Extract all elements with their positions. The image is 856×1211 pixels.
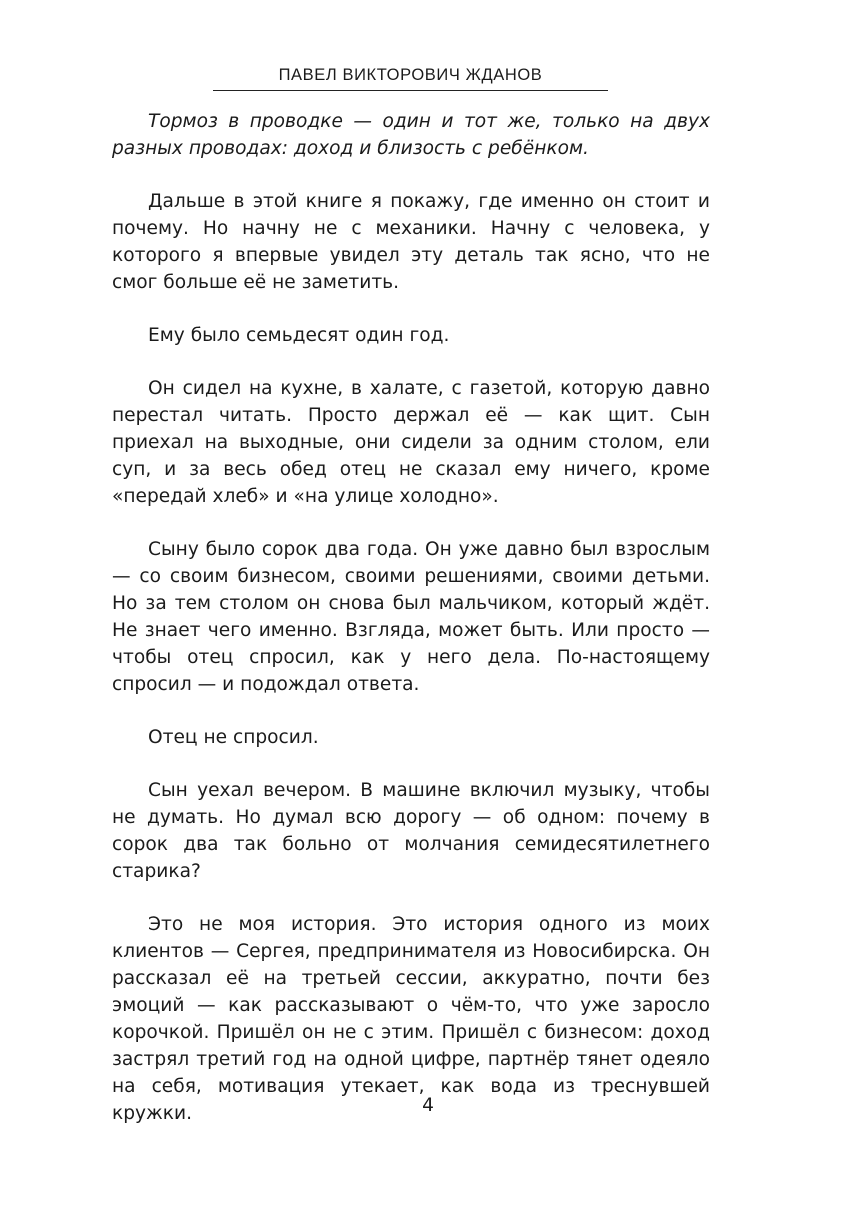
- paragraph: Сыну было сорок два года. Он уже давно был взрослым — со своим бизнесом, своими решениями, своими детьми. Но за тем столом он снова был мальчиком, который ждёт. Не знает чего именно. Взгляда, может быть. Или просто — чтобы отец спросил, как у него дела. По-настоящему спросил — и подождал ответа.: [112, 539, 710, 695]
- paragraph: Это не моя история. Это история одного из моих клиентов — Сергея, предпринимателя из Новосибирска. Он рассказал её на третьей сессии, аккуратно, почти без эмоций — как рассказывают о чём-то, что уже заросло корочкой. Пришёл он не с этим. Пришёл с бизнесом: доход застрял третий год на одной цифре, партнёр тянет одеяло на себя, мотивация утекает, как вода из треснувшей кружки.: [112, 914, 710, 1124]
- epigraph-paragraph: Тормоз в проводке — один и тот же, только на двух разных проводах: доход и близость с ребёнком.: [112, 111, 710, 159]
- paragraph: Ему было семьдесят один год.: [148, 325, 450, 346]
- running-header: [213, 64, 608, 91]
- paragraph: Дальше в этой книге я покажу, где именно он стоит и почему. Но начну не с механики. Начну с человека, у которого я впервые увидел эту деталь так ясно, что не смог больше её не заметить.: [112, 191, 710, 293]
- paragraph: Отец не спросил.: [148, 727, 319, 748]
- paragraph: Сын уехал вечером. В машине включил музыку, чтобы не думать. Но думал всю дорогу — об одном: почему в сорок два так больно от молчания семидесятилетнего старика?: [112, 780, 710, 882]
- paragraph: Он сидел на кухне, в халате, с газетой, которую давно перестал читать. Просто держал её — как щит. Сын приехал на выходные, они сидели за одним столом, ели суп, и за весь обед отец не сказал ему ничего, кроме «передай хлеб» и «на улице холодно».: [112, 378, 710, 507]
- page-number: 4: [422, 1095, 434, 1116]
- body-text: [112, 108, 710, 1153]
- author-name: ПАВЕЛ ВИКТОРОВИЧ ЖДАНОВ: [278, 66, 543, 84]
- header-rule: [213, 90, 608, 91]
